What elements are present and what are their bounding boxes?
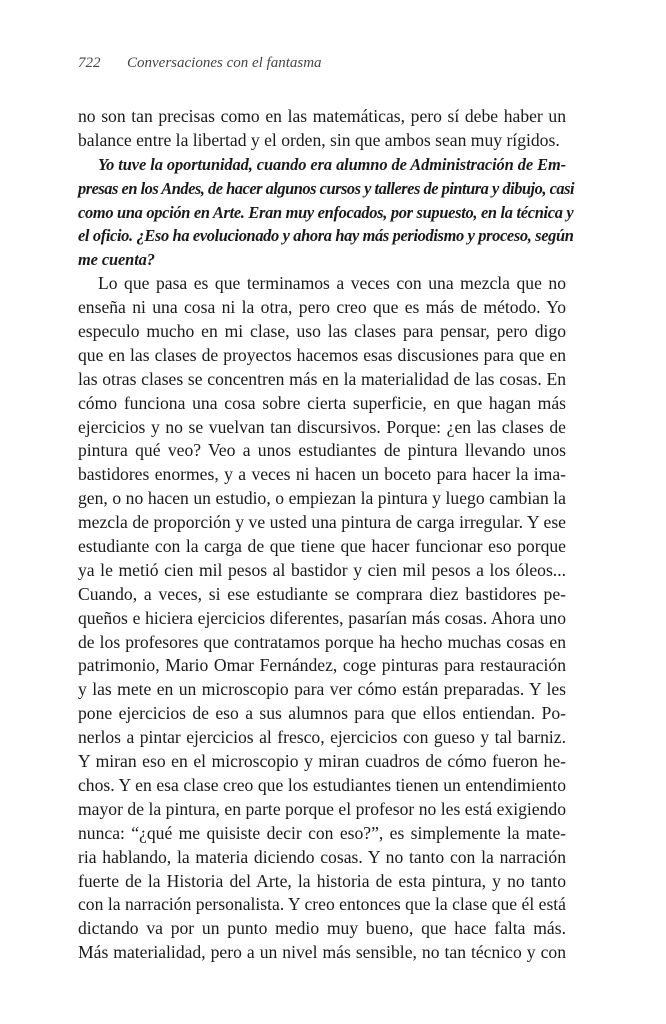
- body-text: [78, 105, 575, 965]
- text-line: Cuando, a veces, si ese estudiante se comprara diez bastidores pe-: [78, 583, 566, 604]
- text-line: Yo tuve la oportunidad, cuando era alumno de Administración de Em-: [98, 154, 566, 174]
- running-title: Conversaciones con el fantasma: [127, 55, 322, 71]
- running-head: [78, 55, 322, 72]
- paragraph-answer-continued: [78, 105, 566, 153]
- text-line: presas en los Andes, de hacer algunos cursos y talleres de pintura y dibujo, casi: [78, 178, 575, 198]
- text-line: estudiante con la carga de que tiene que hacer funcionar eso porque: [78, 536, 566, 557]
- text-line: especulo mucho en mi clase, uso las clases para pensar, pero digo: [78, 321, 566, 342]
- paragraph-question: [78, 153, 575, 272]
- text-line: no son tan precisas como en las matemáticas, pero sí debe haber un: [78, 106, 566, 126]
- text-line: gen, o no hacen un estudio, o empiezan la pintura y luego cambian la: [78, 488, 566, 509]
- text-line: fuerte de la Historia del Arte, la historia de esta pintura, y no tanto: [78, 870, 566, 891]
- text-line: ya le metió cien mil pesos al bastidor y cien mil pesos a los óleos...: [78, 559, 566, 580]
- text-line: mayor de la pintura, en parte porque el profesor no les está exigiendo: [78, 798, 566, 819]
- text-line: pintura qué veo? Veo a unos estudiantes de pintura llevando unos: [78, 440, 566, 461]
- text-line: que en las clases de proyectos hacemos esas discusiones para que en: [78, 344, 566, 365]
- text-line: Lo que pasa es que terminamos a veces con una mezcla que no: [98, 273, 566, 294]
- text-line: dictando va por un punto medio muy bueno, que hace falta más.: [78, 918, 566, 939]
- text-line: nunca: “¿qué me quisiste decir con eso?”, es simplemente la mate-: [78, 822, 566, 843]
- text-line: queños e hiciera ejercicios diferentes, pasarían más cosas. Ahora uno: [78, 607, 566, 628]
- text-line: las otras clases se concentren más en la materialidad de las cosas. En: [78, 368, 566, 389]
- text-line: me cuenta?: [78, 250, 155, 270]
- text-line: como una opción en Arte. Eran muy enfocados, por supuesto, en la técnica y: [78, 202, 574, 222]
- text-line: mezcla de proporción y ve usted una pintura de carga irregular. Y ese: [78, 512, 566, 533]
- text-line: bastidores enormes, y a veces ni hacen un boceto para hacer la ima-: [78, 464, 566, 485]
- text-line: Y miran eso en el microscopio y miran cuadros de cómo fueron he-: [78, 751, 566, 772]
- text-line: con la narración personalista. Y creo entonces que la clase que él está: [78, 894, 566, 915]
- text-line: pone ejercicios de eso a sus alumnos para que ellos entiendan. Po-: [78, 703, 566, 724]
- text-line: ria hablando, la materia diciendo cosas. Y no tanto con la narración: [78, 846, 566, 867]
- text-line: cómo funciona una cosa sobre cierta superficie, en que hagan más: [78, 392, 566, 413]
- text-line: de los profesores que contratamos porque ha hecho muchas cosas en: [78, 631, 566, 652]
- paragraph-answer: [78, 272, 566, 965]
- text-line: nerlos a pintar ejercicios al fresco, ejercicios con gueso y tal barniz.: [78, 727, 566, 748]
- text-line: y las mete en un microscopio para ver cómo están preparadas. Y les: [78, 679, 566, 700]
- text-line: Más materialidad, pero a un nivel más sensible, no tan técnico y con: [78, 942, 566, 963]
- page-number: 722: [78, 55, 101, 71]
- text-line: enseña ni una cosa ni la otra, pero creo que es más de método. Yo: [78, 297, 566, 318]
- text-line: balance entre la libertad y el orden, sin que ambos sean muy rígidos.: [78, 129, 560, 150]
- text-line: ejercicios y no se vuelvan tan discursivos. Porque: ¿en las clases de: [78, 416, 566, 437]
- text-line: chos. Y en esa clase creo que los estudiantes tienen un entendimiento: [78, 774, 566, 795]
- text-line: patrimonio, Mario Omar Fernández, coge pinturas para restauración: [78, 655, 566, 676]
- text-line: el oficio. ¿Eso ha evolucionado y ahora hay más periodismo y proceso, según: [78, 226, 574, 246]
